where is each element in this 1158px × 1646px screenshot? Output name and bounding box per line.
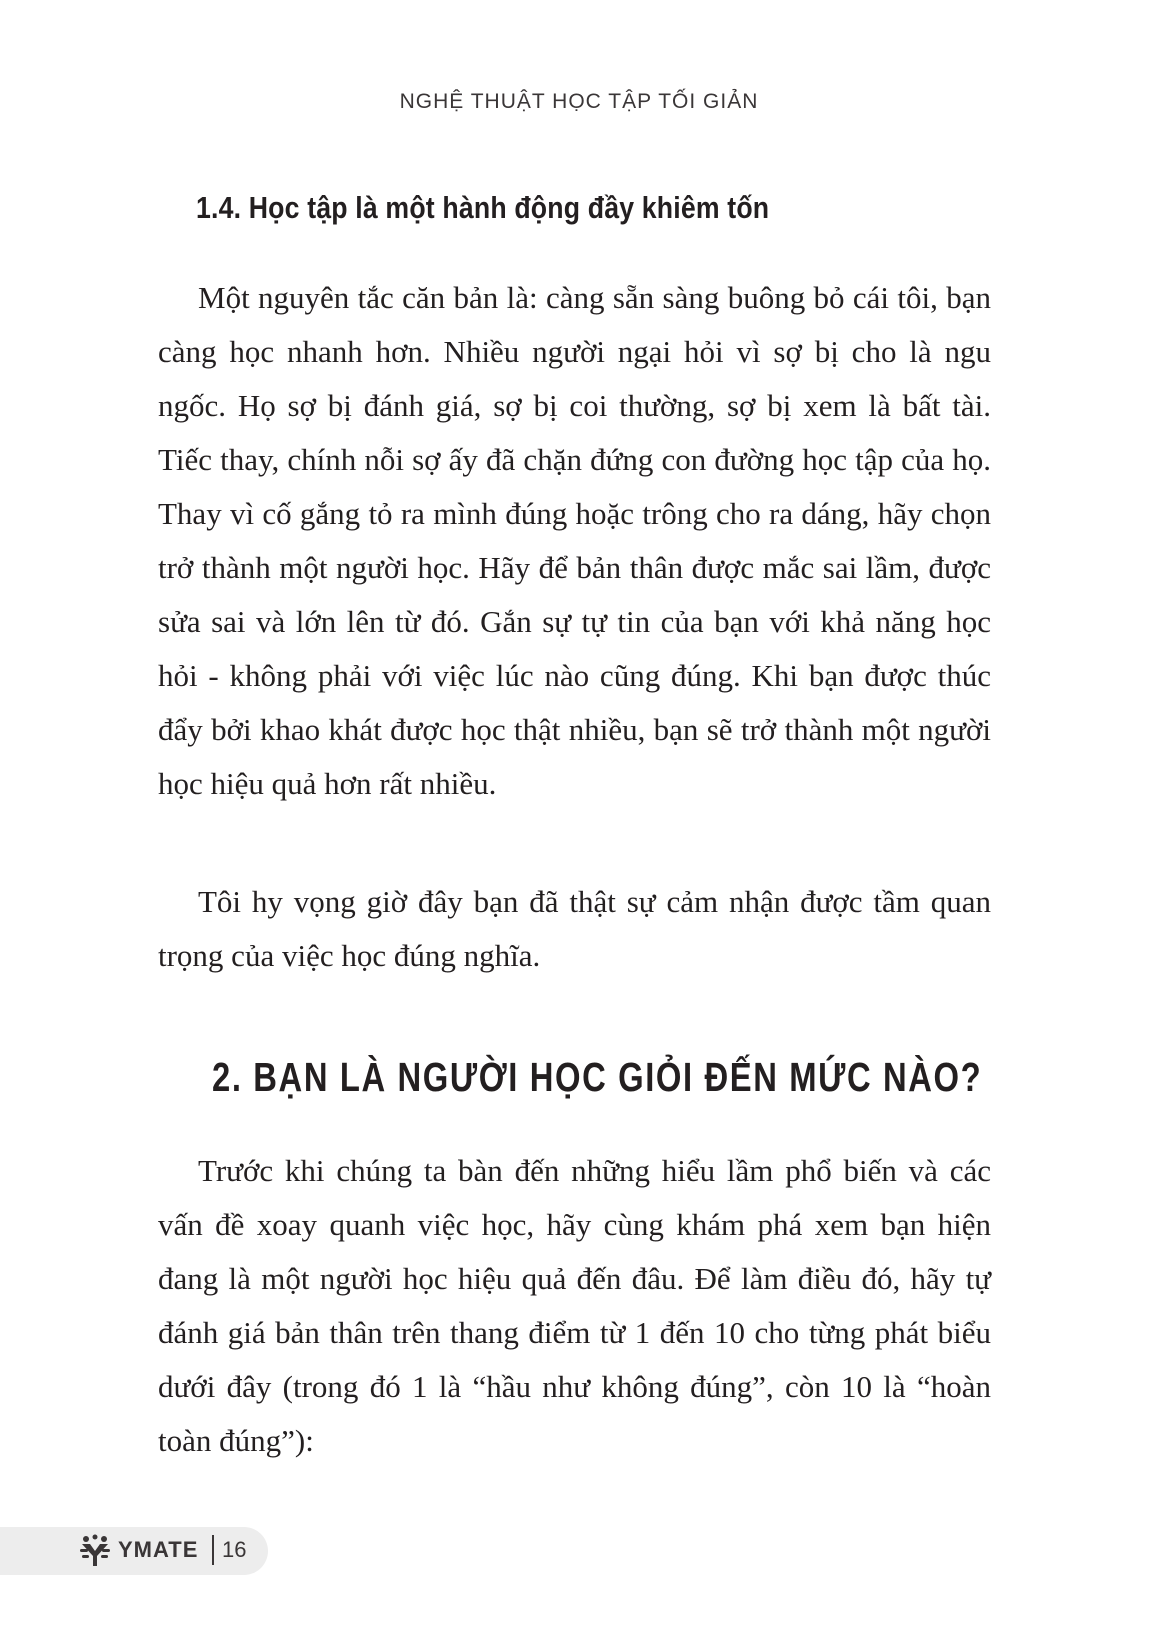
body-paragraph: Tôi hy vọng giờ đây bạn đã thật sự cảm nhận được tầm quan trọng của việc học đúng nghĩa. [158,884,991,973]
page-number: 16 [222,1537,247,1562]
ymate-logo-icon [78,1534,112,1568]
section-heading: 1.4. Học tập là một hành động đầy khiêm tốn [196,190,770,225]
body-paragraph: Một nguyên tắc căn bản là: càng sẵn sàng buông bỏ cái tôi, bạn càng học nhanh hơn. Nhiều người ngại hỏi vì sợ bị cho là ngu ngốc. Họ sợ bị đánh giá, sợ bị coi thường, sợ bị xem là bất tài. Tiếc thay, chính nỗi sợ ấy đã chặn đứng con đường học tập của họ. Thay vì cố gắng tỏ ra mình đúng hoặc trông cho ra dáng, hãy chọn trở thành một người học. Hãy để bản thân được mắc sai lầm, được sửa sai và lớn lên từ đó. Gắn sự tự tin của bạn với khả năng học hỏi - không phải với việc lúc nào cũng đúng. Khi bạn được thúc đẩy bởi khao khát được học thật nhiều, bạn sẽ trở thành một người học hiệu quả hơn rất nhiều. [158,280,991,801]
footer-brand: YMATE [118,1537,199,1562]
running-header: NGHỆ THUẬT HỌC TẬP TỐI GIẢN [399,90,759,113]
body-paragraph: Trước khi chúng ta bàn đến những hiểu lầm phổ biến và các vấn đề xoay quanh việc học, hãy cùng khám phá xem bạn hiện đang là một người học hiệu quả đến đâu. Để làm điều đó, hãy tự đánh giá bản thân trên thang điểm từ 1 đến 10 cho từng phát biểu dưới đây (trong đó 1 là “hầu như không đúng”, còn 10 là “hoàn toàn đúng”): [158,1153,991,1458]
chapter-heading: 2. BẠN LÀ NGƯỜI HỌC GIỎI ĐẾN MỨC NÀO? [212,1054,983,1100]
footer-divider [212,1535,214,1565]
